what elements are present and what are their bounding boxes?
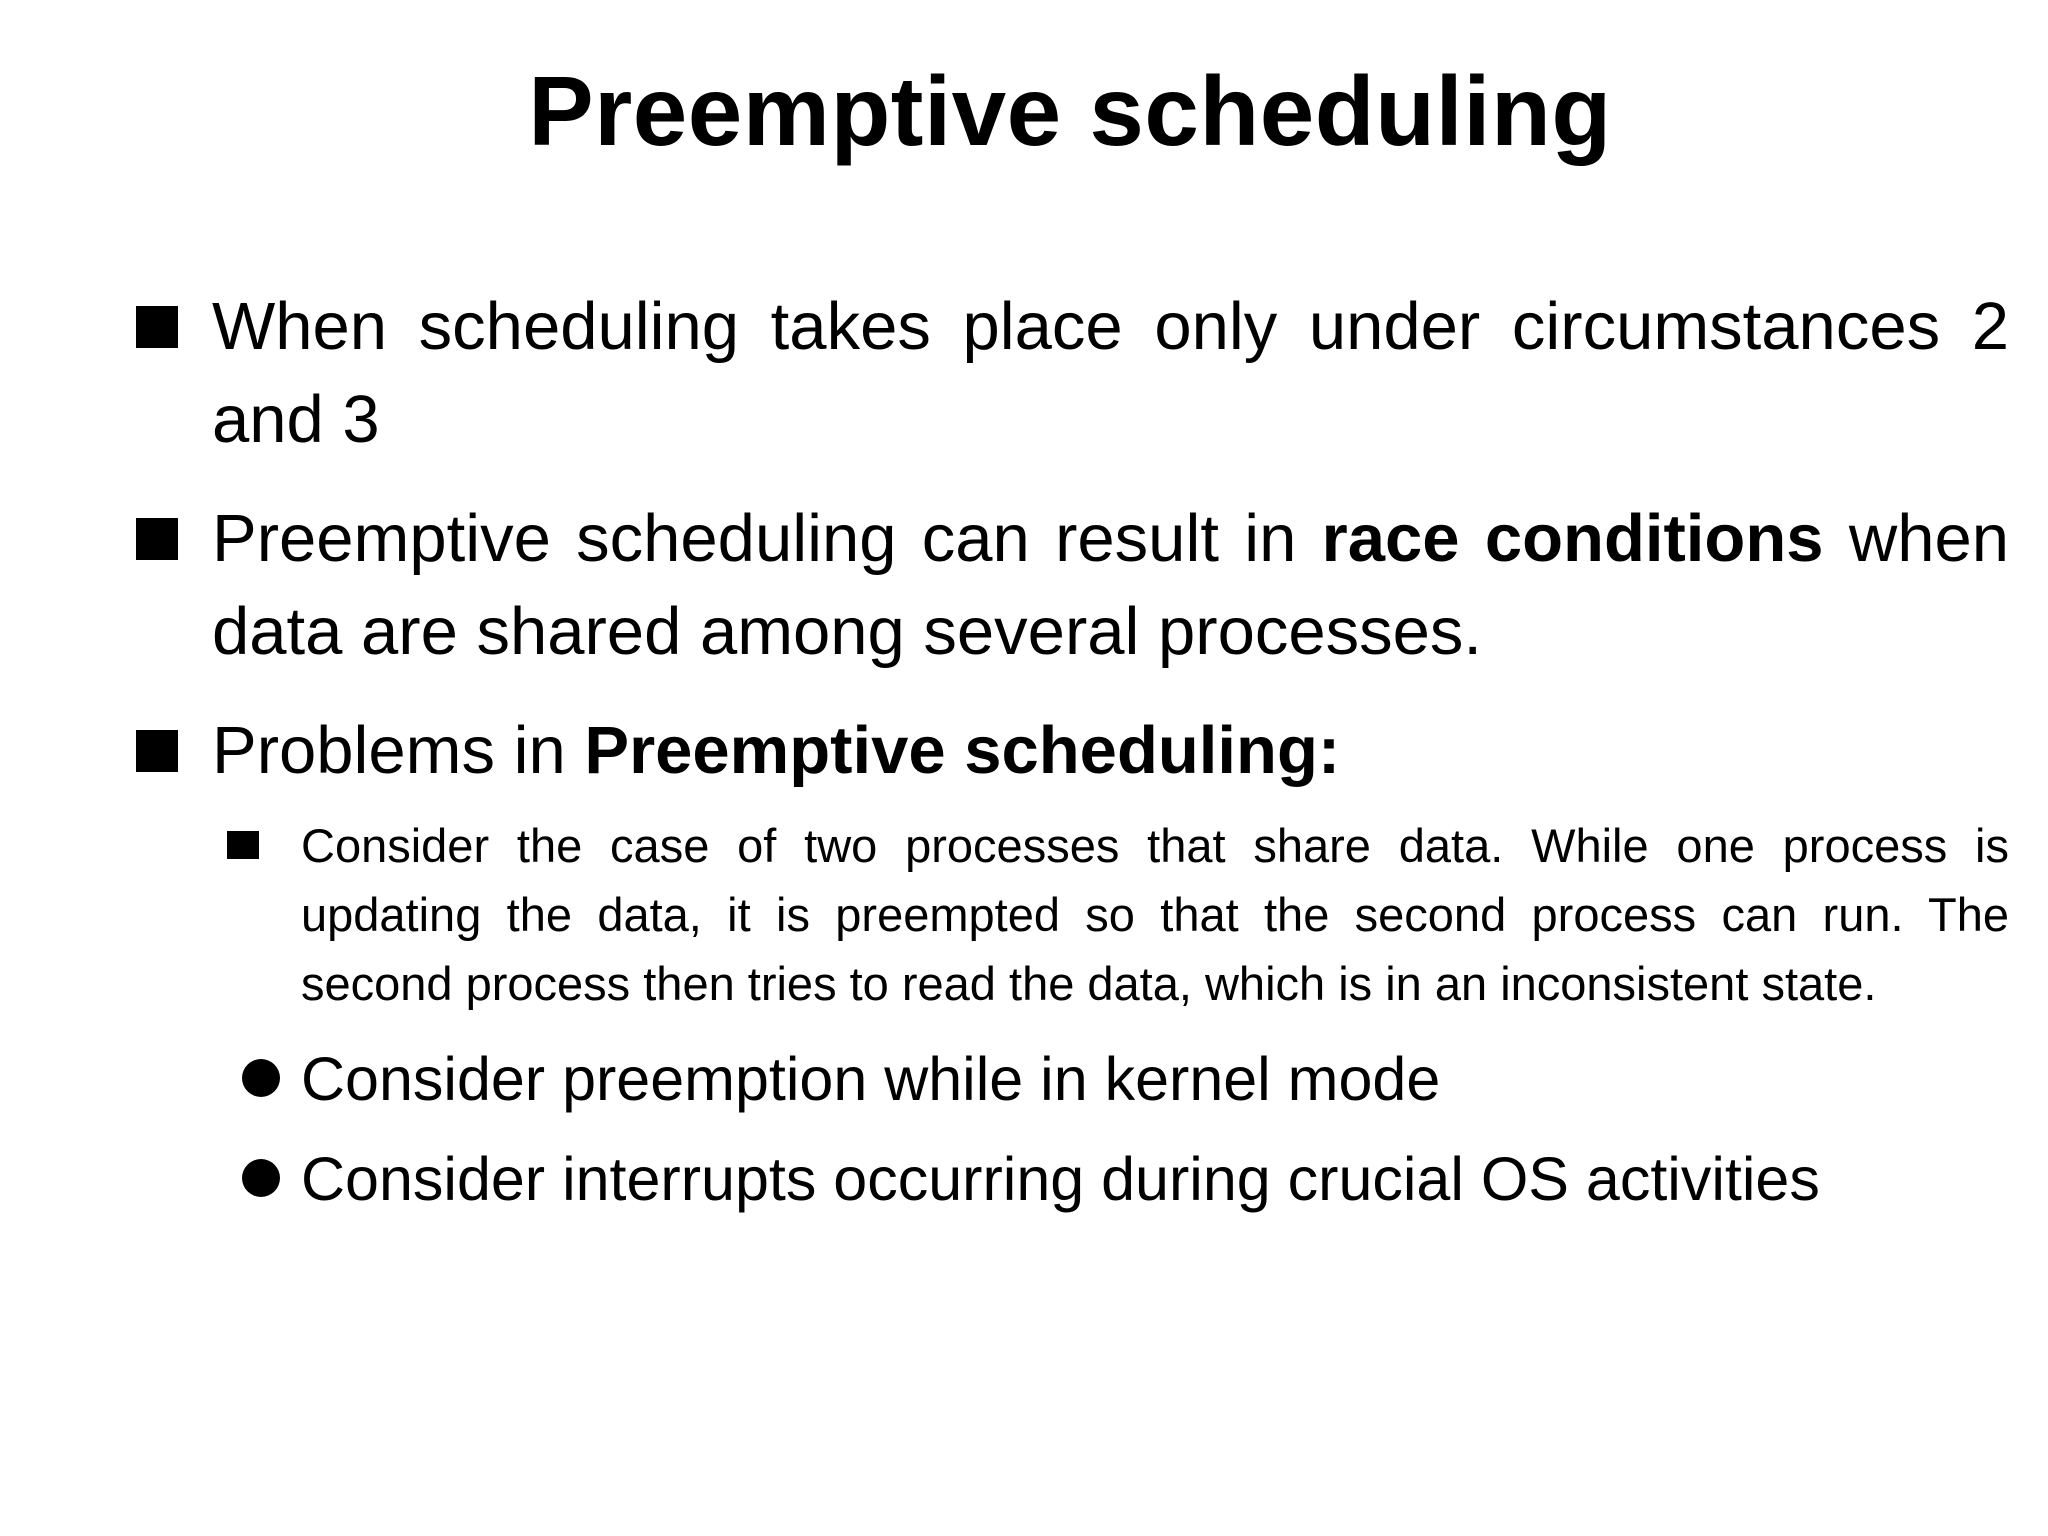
bullet-text: Preemptive scheduling can result in bbox=[212, 501, 1322, 576]
square-bullet-icon bbox=[136, 730, 178, 772]
bullet-text: when data are shared among several processes. bbox=[212, 501, 2009, 669]
sub-bullet-text: Consider the case of two processes that share data. While one process is updating the data, it is preempted so that the second process can run. The second process then tries to read the data, which is in an inconsistent state. bbox=[301, 819, 2009, 1010]
round-bullet-item bbox=[136, 1136, 2009, 1222]
bullet-item bbox=[136, 492, 2009, 678]
round-bullet-text: Consider preemption while in kernel mode bbox=[301, 1045, 1441, 1113]
round-bullet-icon bbox=[242, 1059, 280, 1097]
bullet-item bbox=[136, 704, 2009, 797]
slide-title: Preemptive scheduling bbox=[528, 56, 1612, 166]
bullet-item bbox=[136, 280, 2009, 466]
round-bullet-item bbox=[136, 1036, 2009, 1122]
bullet-emphasis: Preemptive scheduling: bbox=[584, 713, 1341, 788]
bullet-text: When scheduling takes place only under circumstances 2 and 3 bbox=[212, 289, 2009, 457]
sub-bullet-item bbox=[136, 811, 2009, 1018]
square-bullet-icon bbox=[136, 306, 178, 348]
square-bullet-icon bbox=[227, 831, 259, 859]
slide-body bbox=[136, 280, 2016, 1222]
bullet-emphasis: race conditions bbox=[1321, 501, 1824, 576]
bullet-text: Problems in bbox=[212, 713, 585, 788]
round-bullet-icon bbox=[242, 1159, 280, 1197]
round-bullet-text: Consider interrupts occurring during crucial OS activities bbox=[301, 1145, 1820, 1213]
square-bullet-icon bbox=[136, 518, 178, 560]
